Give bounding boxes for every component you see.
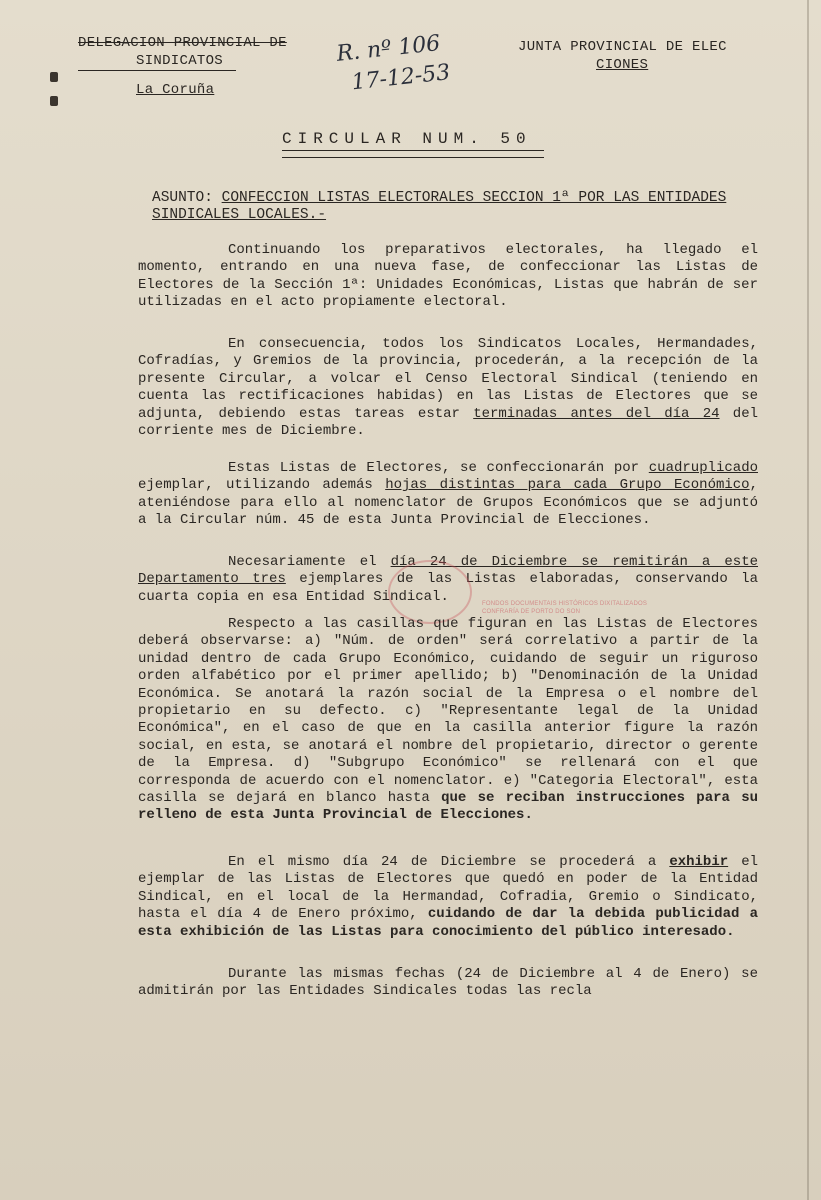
binding-hole — [50, 96, 58, 106]
header-junta: JUNTA PROVINCIAL DE ELEC — [518, 39, 727, 55]
archive-stamp-line2: CONFRARÍA DE PORTO DO SON — [482, 609, 581, 615]
paragraph-3-cuadruplicado: cuadruplicado — [648, 460, 758, 476]
header-city: La Coruña — [136, 82, 215, 98]
binding-hole — [50, 72, 58, 82]
paragraph-5 — [138, 616, 758, 825]
page-edge — [807, 0, 809, 1200]
handwritten-registry-note — [335, 28, 452, 99]
subject-text: CONFECCION LISTAS ELECTORALES SECCION 1ª POR LAS ENTIDADES SINDICALES LOCALES.- — [152, 190, 727, 223]
paragraph-2 — [138, 336, 758, 440]
paragraph-3-mid: ejemplar, utilizando además — [138, 477, 373, 494]
paragraph-3 — [138, 460, 758, 530]
handwritten-number: R. nº 106 — [335, 31, 442, 67]
paragraph-2-deadline: terminadas antes del día 24 — [473, 405, 720, 422]
header-left — [78, 34, 287, 99]
paragraph-7-text: Durante las mismas fechas (24 de Diciembre al 4 de Enero) se admitirán por las Entidades Sindicales todas las recla — [138, 966, 758, 1000]
paragraph-1-text: Continuando los preparativos electorales, ha llegado el momento, entrando en una nueva fase, de confeccionar las Listas de Electores de la Sección 1ª: Unidades Económicas, Listas que habrán de ser utilizadas en el acto propiamente electoral. — [138, 242, 758, 311]
archive-stamp-text — [482, 600, 647, 616]
paragraph-3-hojas: hojas distintas para cada Grupo Económico — [385, 477, 750, 494]
paragraph-4-end: ejemplares de las Listas elaboradas, conservando la cuarta copia en esa Entidad Sindical. — [138, 571, 758, 605]
paragraph-6-bold: cuidando de dar la debida publicidad a esta exhibición de las Listas para conocimiento del público interesado. — [138, 906, 758, 940]
subject-line — [152, 190, 762, 224]
archive-stamp — [388, 560, 472, 624]
header-delegacion: DELEGACION PROVINCIAL DE — [78, 35, 287, 51]
title-double-rule — [282, 150, 544, 158]
paragraph-4-text: Necesariamente el — [228, 554, 377, 570]
paragraph-6-exhibir: exhibir — [669, 854, 729, 870]
paragraph-5-text: Respecto a las casillas que figuran en las Listas de Electores deberá observarse: a) "Núm. de orden" será correlativo a partir de la unidad dentro de cada Grupo Económico, cuidando de seguir un riguroso orden alfabético por el primer apellido; b) "Denominación de la Unidad Económica. Se anotará la razón social de la Empresa o el nombre del propietario en su defecto. c) "Representante legal de la Unidad Económica", en el caso de que en la casilla anterior figure la razón social, en esta, se anotará el nombre del propietario, director o gerente de la Empresa. d) "Subgrupo Económico" se rellenará con el que corresponda de acuerdo con el nomenclator. e) "Categoria Electoral", esta casilla se dejará en blanco hasta — [138, 616, 758, 807]
header-elecciones: CIONES — [596, 57, 649, 73]
handwritten-date: 17-12-53 — [350, 60, 452, 96]
paragraph-3-text: Estas Listas de Electores, se confeccionarán por — [228, 460, 640, 476]
paragraph-2-text: En consecuencia, todos los Sindicatos Locales, Hermandades, Cofradías, y Gremios de la provincia, procederán, a la recepción de la presente Circular, a volcar el Censo Electoral Sindical (teniendo en cuenta las rectificaciones habidas) en las Listas de Electores que se adjunta, debiendo estas tareas estar — [138, 336, 758, 422]
paragraph-6-mid: el ejemplar de las Listas de Electores que quedó en poder de la Entidad Sindical, en el local de la Hermandad, Cofradia, Gremio o Sindicato, hasta el día 4 de Enero próximo, — [138, 854, 758, 923]
archive-stamp-line1: FONDOS DOCUMENTAIS HISTÓRICOS DIXITALIZADOS — [482, 601, 648, 607]
paragraph-5-bold: que se reciban instrucciones para su relleno de esta Junta Provincial de Elecciones. — [138, 790, 759, 824]
header-right — [518, 38, 727, 74]
paragraph-4-deadline: día 24 de Diciembre se remitirán a este Departamento tres — [138, 554, 759, 588]
paragraph-1 — [138, 242, 758, 312]
header-sindicatos: SINDICATOS — [78, 52, 236, 71]
paragraph-7 — [138, 966, 758, 1001]
paragraph-6 — [138, 854, 758, 941]
paragraph-2-end: del corriente mes de Diciembre. — [138, 405, 759, 440]
document-title: CIRCULAR NUM. 50 — [282, 130, 532, 148]
paragraph-6-text: En el mismo día 24 de Diciembre se procederá a — [228, 854, 657, 870]
subject-label: ASUNTO: — [152, 190, 213, 206]
paragraph-3-end: , ateniéndose para ello al nomenclator de Grupos Económicos que se adjuntó a la Circular núm. 45 de esta Junta Provincial de Elecciones. — [138, 477, 758, 529]
